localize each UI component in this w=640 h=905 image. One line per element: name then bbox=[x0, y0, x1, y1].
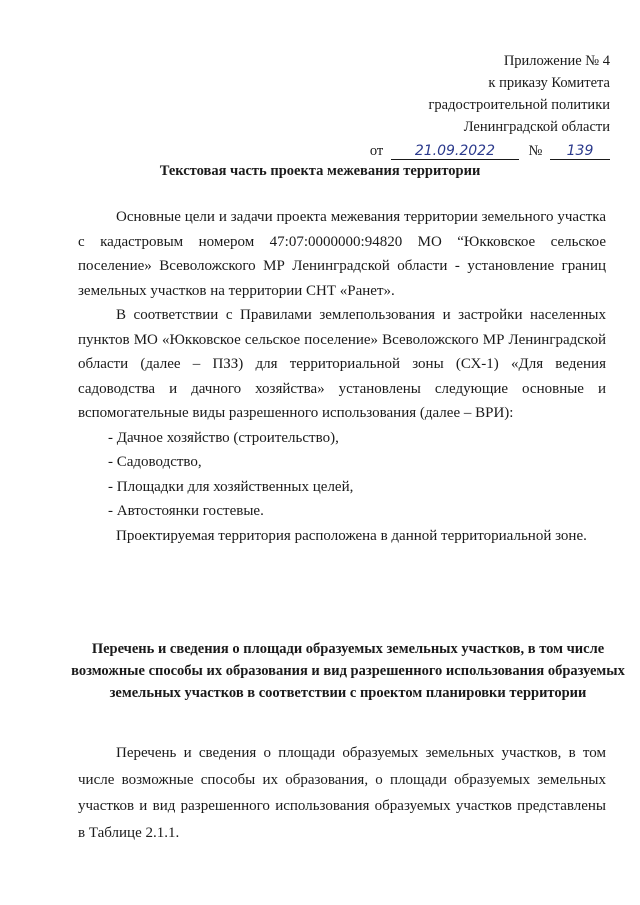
order-line bbox=[370, 140, 610, 162]
list-item: - Дачное хозяйство (строительство), bbox=[108, 429, 339, 446]
list-item: - Автостоянки гостевые. bbox=[108, 503, 264, 519]
list-item: - Площадки для хозяйственных целей, bbox=[108, 478, 354, 495]
annex-line-2: к приказу Комитета bbox=[488, 75, 610, 91]
list-item: - Садоводство, bbox=[108, 454, 202, 470]
number-label: № bbox=[528, 143, 543, 159]
paragraph-goals: Основные цели и задачи проекта межевания территории земельного участка с кадастровым номером 47:07:0000000:94820 МО “Юкковское сельское поселение» Всеволожского МР Ленинградской области - установление границ земельных участков на территории СНТ «Ранет». bbox=[78, 209, 606, 299]
paragraph-territory: Проектируемая территория расположена в данной территориальной зоне. bbox=[116, 527, 587, 544]
annex-line-1: Приложение № 4 bbox=[503, 53, 610, 69]
annex-block bbox=[370, 50, 610, 162]
section-title: Перечень и сведения о площади образуемых земельных участков, в том числе возможные способы их образования и вид разрешенного использования образуемых земельных участков в соответствии с проектом планировки территории bbox=[71, 641, 625, 701]
annex-line-3: градостроительной политики bbox=[428, 97, 610, 113]
order-number: 139 bbox=[550, 143, 610, 160]
from-label: от bbox=[369, 143, 384, 159]
paragraph-table-reference: Перечень и сведения о площади образуемых земельных участков, в том числе возможные способы их образования, о площади образуемых земельных участков и вид разрешенного использования образуемых участков представлены в Таблице 2.1.1. bbox=[78, 745, 606, 841]
page-title: Текстовая часть проекта межевания территории bbox=[159, 163, 481, 179]
main-text bbox=[78, 205, 606, 548]
order-date: 21.09.2022 bbox=[391, 143, 519, 160]
paragraph-rules: В соответствии с Правилами землепользования и застройки населенных пунктов МО «Юкковское сельское поселение» Всеволожского МР Ленинградской области (далее – ПЗЗ) для территориальной зоны (СХ-1) «Для ведения садоводства и дачного хозяйства» установлены следующие основные и вспомогательные виды разрешенного использования (далее – ВРИ): bbox=[78, 307, 606, 421]
annex-line-4: Ленинградской области bbox=[463, 119, 610, 135]
closing-text bbox=[78, 740, 606, 846]
